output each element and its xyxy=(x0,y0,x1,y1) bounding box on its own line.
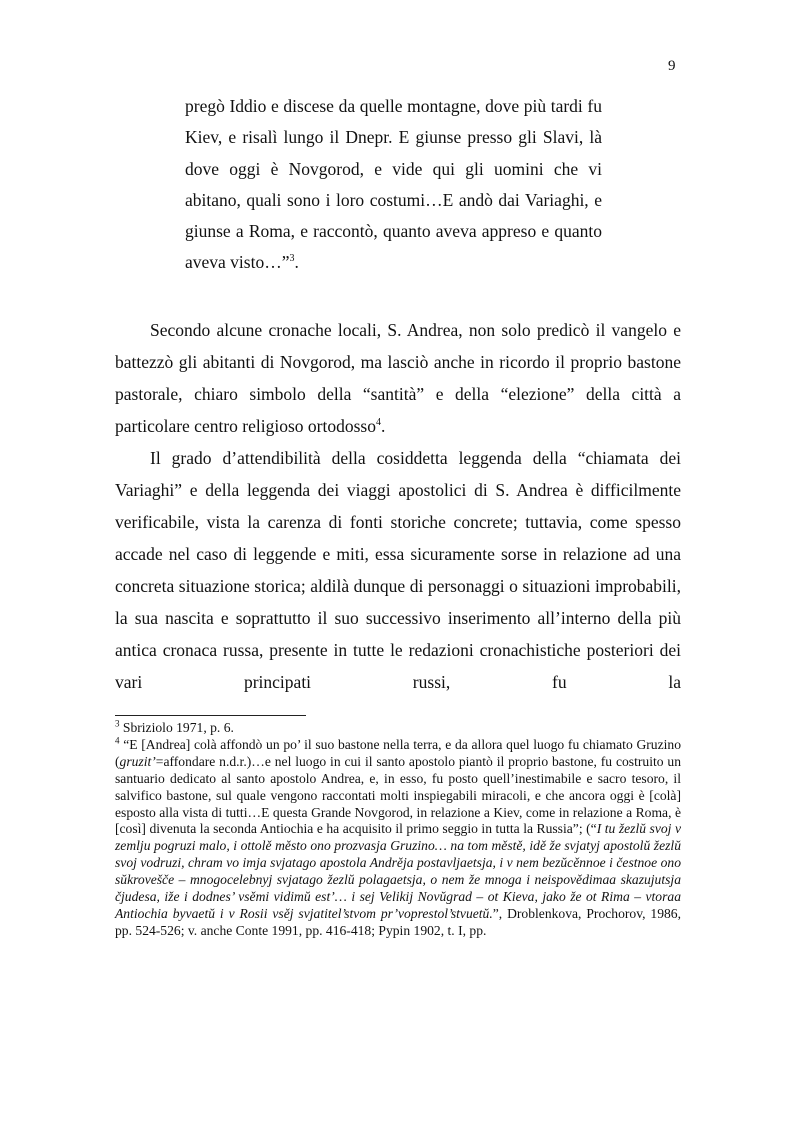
footnote-3 xyxy=(115,720,681,737)
footnote-ref-3[interactable]: 3 xyxy=(289,253,295,265)
footnote-3-text: Sbriziolo 1971, p. 6. xyxy=(119,720,234,735)
footnote-4-text-b: =affondare n.d.r.)…e nel luogo in cui il santo apostolo piantò il proprio bastone, fu costruito un santuario dedicato al santo apostolo Andrea, e, in esso, fu posto quell’inestimabile e sacro tesoro, il salvifico bastone, sul quale vengono raccontati molti inspiegabili miracoli, e che ancora oggi è [colà] esposto alla vista di tutti…E questa Grande Novgorod, in relazione a Kiev, come in relazione a Roma, è [così] divenuta la seconda Antiochia e ha acquisito il primo seggio in tutta la Russia”; (“ xyxy=(115,753,681,837)
footnotes xyxy=(115,720,681,940)
paragraph-1-text: Secondo alcune cronache locali, S. Andrea, non solo predicò il vangelo e battezzò gli abitanti di Novgorod, ma lasciò anche in ricordo il proprio bastone pastorale, chiaro simbolo della “santità” e della “elezione” della città a particolare centro religioso ortodosso xyxy=(115,320,681,436)
footnote-ref-4[interactable]: 4 xyxy=(375,417,381,429)
footnote-4-number: 4 xyxy=(115,735,120,746)
footnote-4-original-quote: I tu žezlŭ svoj v zemlju pogruzi malo, i ottolě město ono prozvasja Gruzino… na tom městě, idě že svjatyj apostolŭ žezlŭ svoj vodruzi, chram vo imja svjatago apostola Andrěja postavljaetsja, i v nem bezŭcěnnoe i čestnoe ono sŭkrovešče – mnogocelebnyj svjatago žezlŭ polagaetsja, o nem že mnoga i neispovědimaa skazujutsja čjudesa, iže i dodnes’ vsěmi vidimŭ est’… i sej Velikij Novŭgrad – ot Kieva, jako že ot Rima – vtoraa Antiochia byvaetŭ i v Rosii vsěj svjatitel’stvom pr’voprestol’stvuetŭ. xyxy=(115,821,681,921)
paragraph-1 xyxy=(115,314,681,442)
paragraph-1-end: . xyxy=(380,416,386,436)
page-number: 9 xyxy=(668,58,676,74)
body-text xyxy=(115,314,681,698)
quote-paragraph xyxy=(185,91,602,279)
quote-end: . xyxy=(294,252,299,273)
block-quote xyxy=(185,91,602,279)
quote-text: pregò Iddio e discese da quelle montagne, dove più tardi fu Kiev, e risalì lungo il Dnepr. E giunse presso gli Slavi, là dove oggi è Novgorod, e vide qui gli uomini che vi abitano, quali sono i loro costumi…E andò dai Variaghi, e giunse a Roma, e raccontò, quanto aveva appreso e quanto aveva visto…” xyxy=(185,96,602,273)
footnote-divider xyxy=(115,715,306,716)
footnote-4 xyxy=(115,737,681,940)
footnote-3-number: 3 xyxy=(115,718,120,729)
footnote-4-text-c: ”, Droblenkova, Prochorov, 1986, pp. 524-526; v. anche Conte 1991, pp. 416-418; Pypin 1902, t. I, pp. xyxy=(115,905,681,938)
footnote-4-text-a: “E [Andrea] colà affondò un po’ il suo bastone nella terra, e da allora quel luogo fu chiamato Gruzino ( xyxy=(115,736,681,769)
footnote-4-term: gruzit’ xyxy=(119,753,156,769)
paragraph-2: Il grado d’attendibilità della cosiddetta leggenda della “chiamata dei Variaghi” e della leggenda dei viaggi apostolici di S. Andrea è difficilmente verificabile, vista la carenza di fonti storiche concrete; tuttavia, come spesso accade nel caso di leggende e miti, essa sicuramente sorse in relazione ad una concreta situazione storica; aldilà dunque di personaggi o situazioni improbabili, la sua nascita e soprattutto il suo successivo inserimento all’interno della più antica cronaca russa, presente in tutte le redazioni cronachistiche posteriori dei vari principati russi, fu la xyxy=(115,448,681,692)
